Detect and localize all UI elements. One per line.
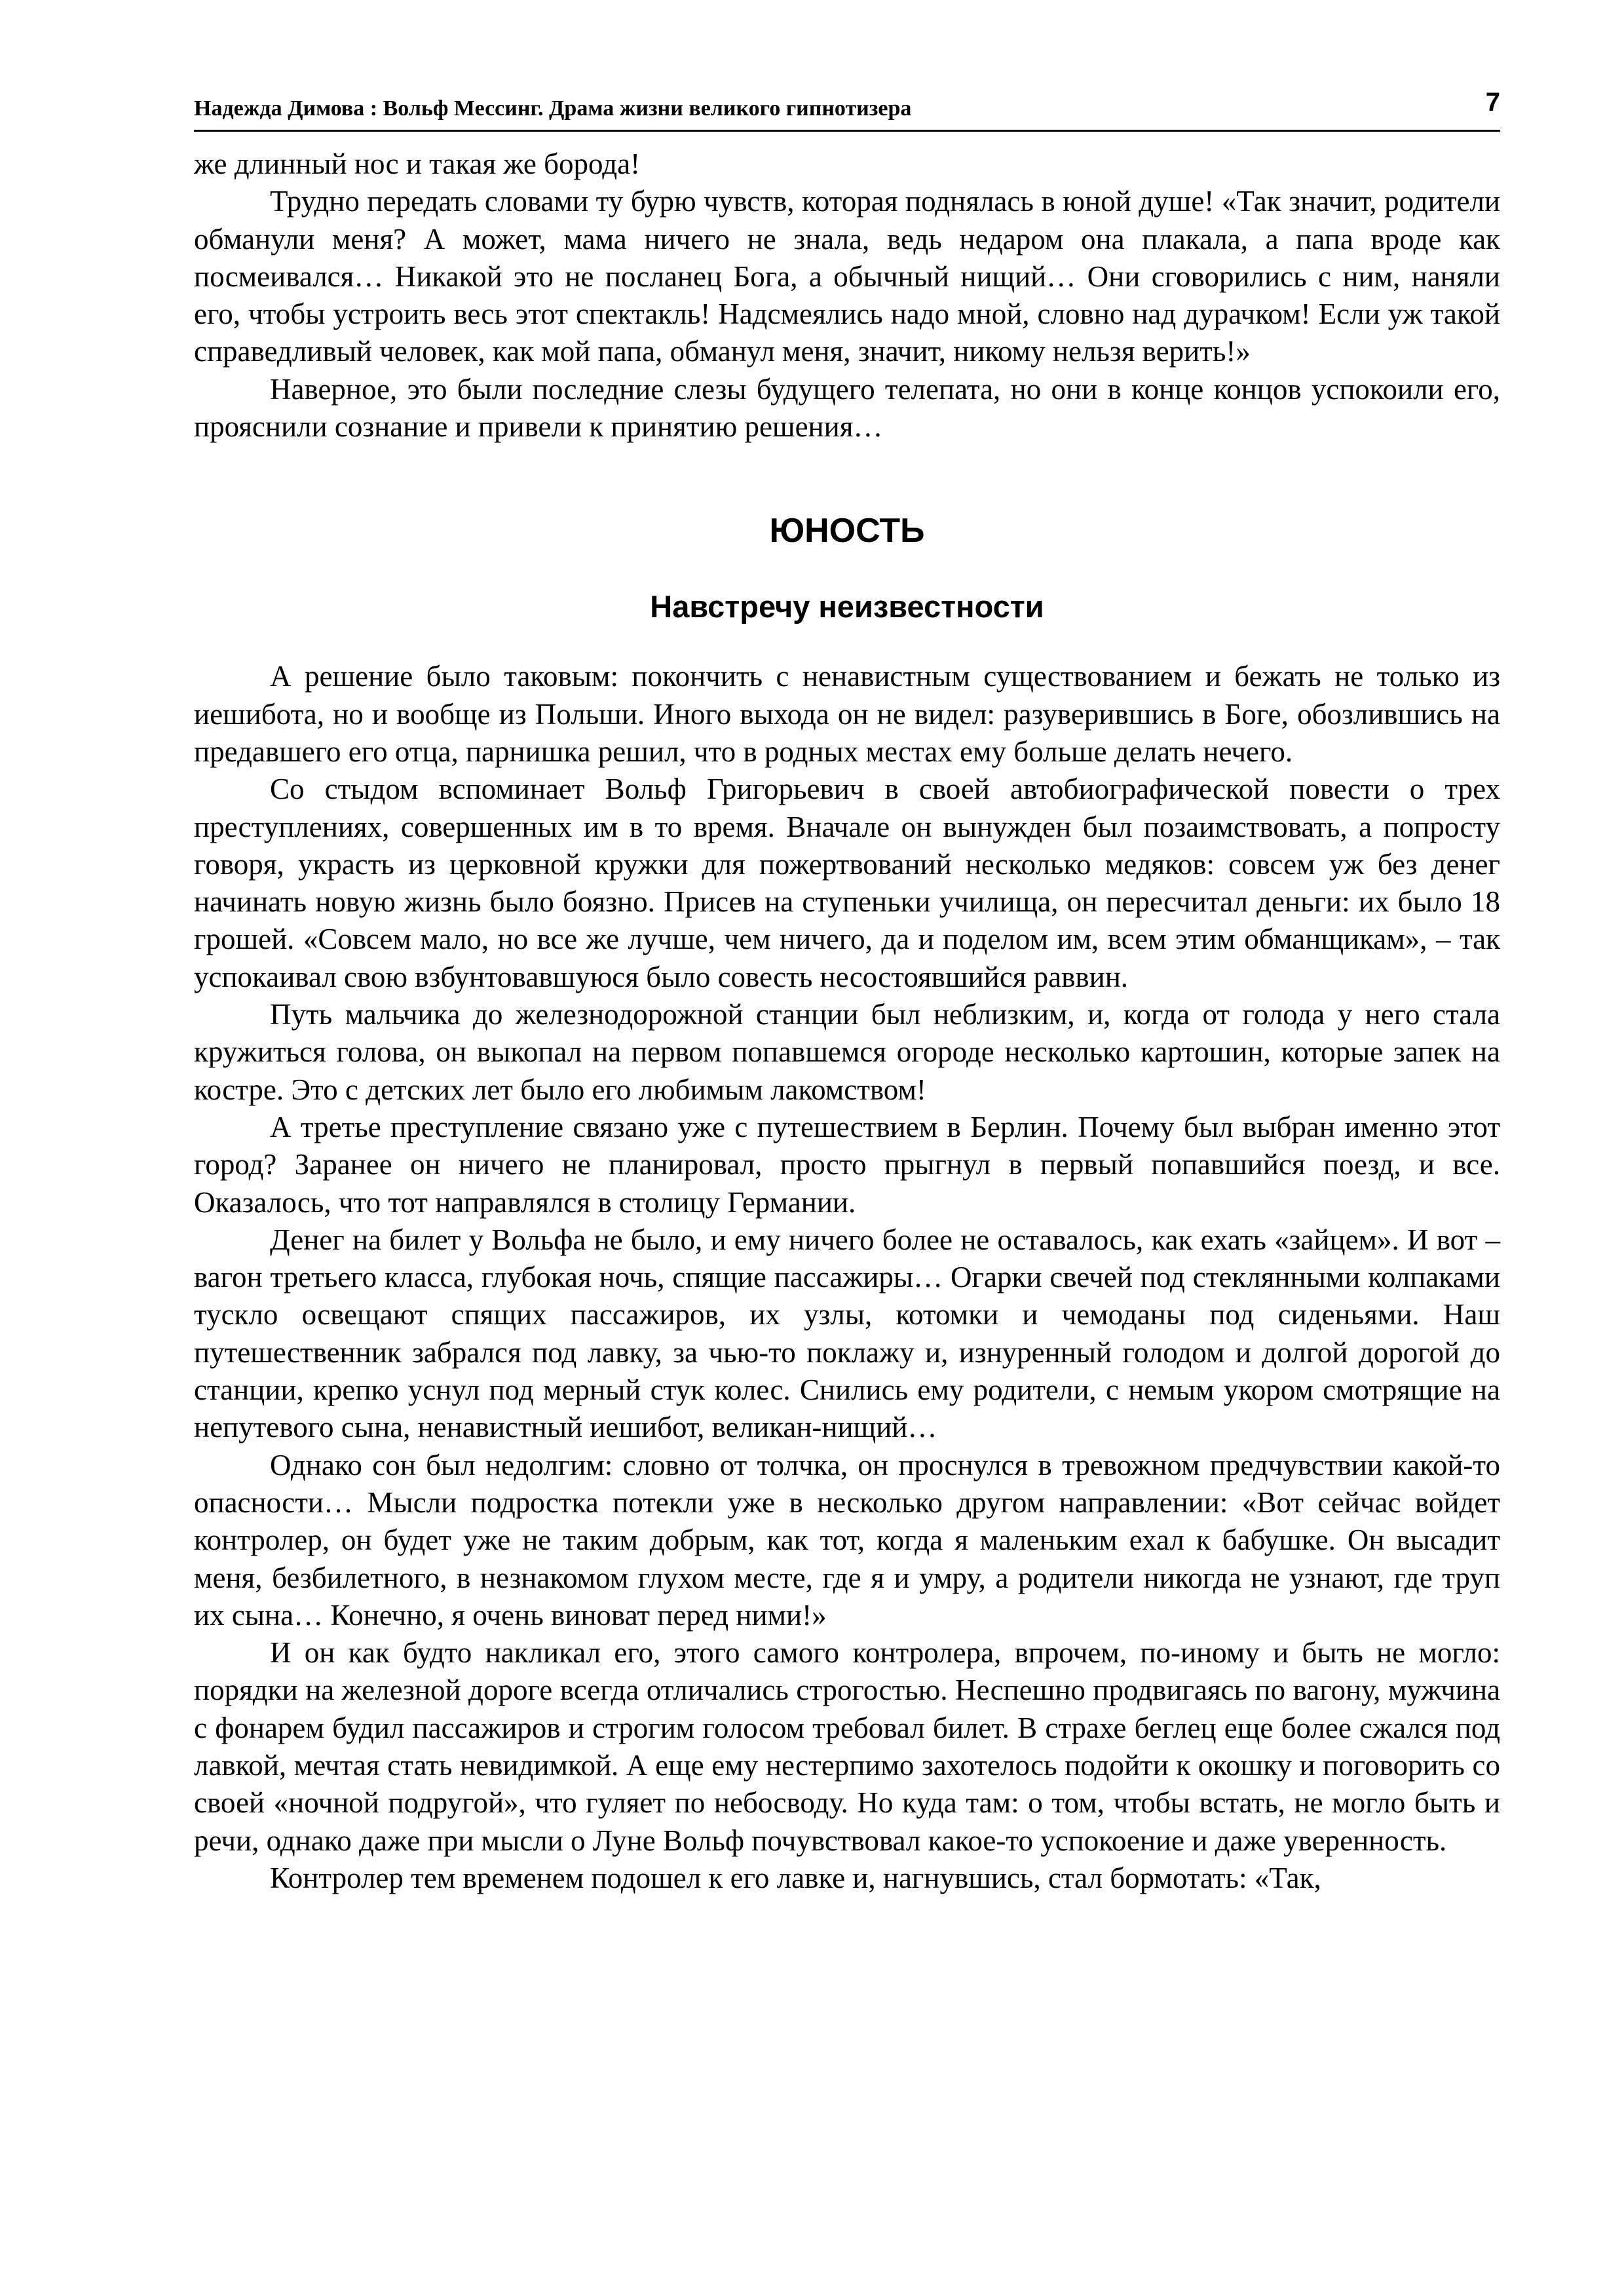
page-body bbox=[194, 145, 1500, 1897]
running-header bbox=[194, 90, 1500, 132]
chapter-title: ЮНОСТЬ bbox=[769, 512, 925, 550]
paragraph: Однако сон был недолгим: словно от толчка, он проснулся в тревожном предчувствии какой-то опасности… Мысли подростка потекли уже в несколько другом направлении: «Вот сейчас войдет контролер, он будет уже не таким добрым, как тот, когда я маленьким ехал к бабушке. Он высадит меня, безбилетного, в незнакомом глухом месте, где я и умру, а родители никогда не узнают, где труп их сына… Конечно, я очень виноват перед ними!» bbox=[194, 1448, 1500, 1632]
paragraph: Наверное, это были последние слезы будущего телепата, но они в конце концов успокоили его, прояснили сознание и привели к принятию решения… bbox=[194, 372, 1500, 444]
paragraph: Со стыдом вспоминает Вольф Григорьевич в своей автобиографической повести о трех преступлениях, совершенных им в то время. Вначале он вынужден был позаимствовать, а попросту говоря, украсть из церковной кружки для пожертвований несколько медяков: совсем уж без денег начинать новую жизнь было боязно. Присев на ступеньки училища, он пересчитал деньги: их было 18 грошей. «Совсем мало, но все же лучше, чем ничего, да и поделом им, всем этим обманщикам», – так успокаивал свою взбунтовавшуюся было совесть несостоявшийся раввин. bbox=[194, 773, 1500, 993]
paragraph: А решение было таковым: покончить с ненавистным существованием и бежать не только из иешибота, но и вообще из Польши. Иного выхода он не видел: разуверившись в Боге, обозлившись на предавшего его отца, парнишка решил, что в родных местах ему больше делать нечего. bbox=[194, 660, 1500, 768]
paragraph: Путь мальчика до железнодорожной станции был неблизким, и, когда от голода у него стала кружиться голова, он выкопал на первом попавшемся огороде несколько картошин, которые запек на костре. Это с детских лет было его любимым лакомством! bbox=[194, 998, 1500, 1106]
paragraph: Денег на билет у Вольфа не было, и ему ничего более не оставалось, как ехать «зайцем». И вот – вагон третьего класса, глубокая ночь, спящие пассажиры… Огарки свечей под стеклянными колпаками тускло освещают спящих пассажиров, их узлы, котомки и чемоданы под сиденьями. Наш путешественник забрался под лавку, за чью-то поклажу и, изнуренный голодом и долгой дорогой до станции, крепко уснул под мерный стук колес. Снились ему родители, с немым укором смотрящие на непутевого сына, ненавистный иешибот, великан-нищий… bbox=[194, 1223, 1500, 1444]
page-number: 7 bbox=[1485, 88, 1500, 117]
paragraph: же длинный нос и такая же борода! bbox=[194, 147, 641, 180]
paragraph: А третье преступление связано уже с путешествием в Берлин. Почему был выбран именно этот город? Заранее он ничего не планировал, просто прыгнул в первый попавшийся поезд, и все. Оказалось, что тот направлялся в столицу Германии. bbox=[194, 1110, 1500, 1219]
paragraph: И он как будто накликал его, этого самого контролера, впрочем, по-иному и быть не могло: порядки на железной дороге всегда отличались строгостью. Неспешно продвигаясь по вагону, мужчина с фонарем будил пассажиров и строгим голосом требовал билет. В страхе беглец еще более сжался под лавкой, мечтая стать невидимкой. А еще ему нестерпимо захотелось подойти к окошку и поговорить со своей «ночной подругой», что гуляет по небосводу. Но куда там: о том, чтобы встать, не могло быть и речи, однако даже при мысли о Луне Вольф почувствовал какое-то успокоение и даже уверенность. bbox=[194, 1636, 1500, 1857]
paragraph: Контролер тем временем подошел к его лавке и, нагнувшись, стал бормотать: «Так, bbox=[270, 1861, 1321, 1894]
running-header-title: Надежда Димова : Вольф Мессинг. Драма жизни великого гипнотизера bbox=[194, 96, 912, 121]
paragraph: Трудно передать словами ту бурю чувств, которая поднялась в юной душе! «Так значит, родители обманули меня? А может, мама ничего не знала, ведь недаром она плакала, а папа вроде как посмеивался… Никакой это не посланец Бога, а обычный нищий… Они сговорились с ним, наняли его, чтобы устроить весь этот спектакль! Надсмеялись надо мной, словно над дурачком! Если уж такой справедливый человек, как мой папа, обманул меня, значит, никому нельзя верить!» bbox=[194, 185, 1500, 368]
section-title: Навстречу неизвестности bbox=[650, 589, 1044, 624]
